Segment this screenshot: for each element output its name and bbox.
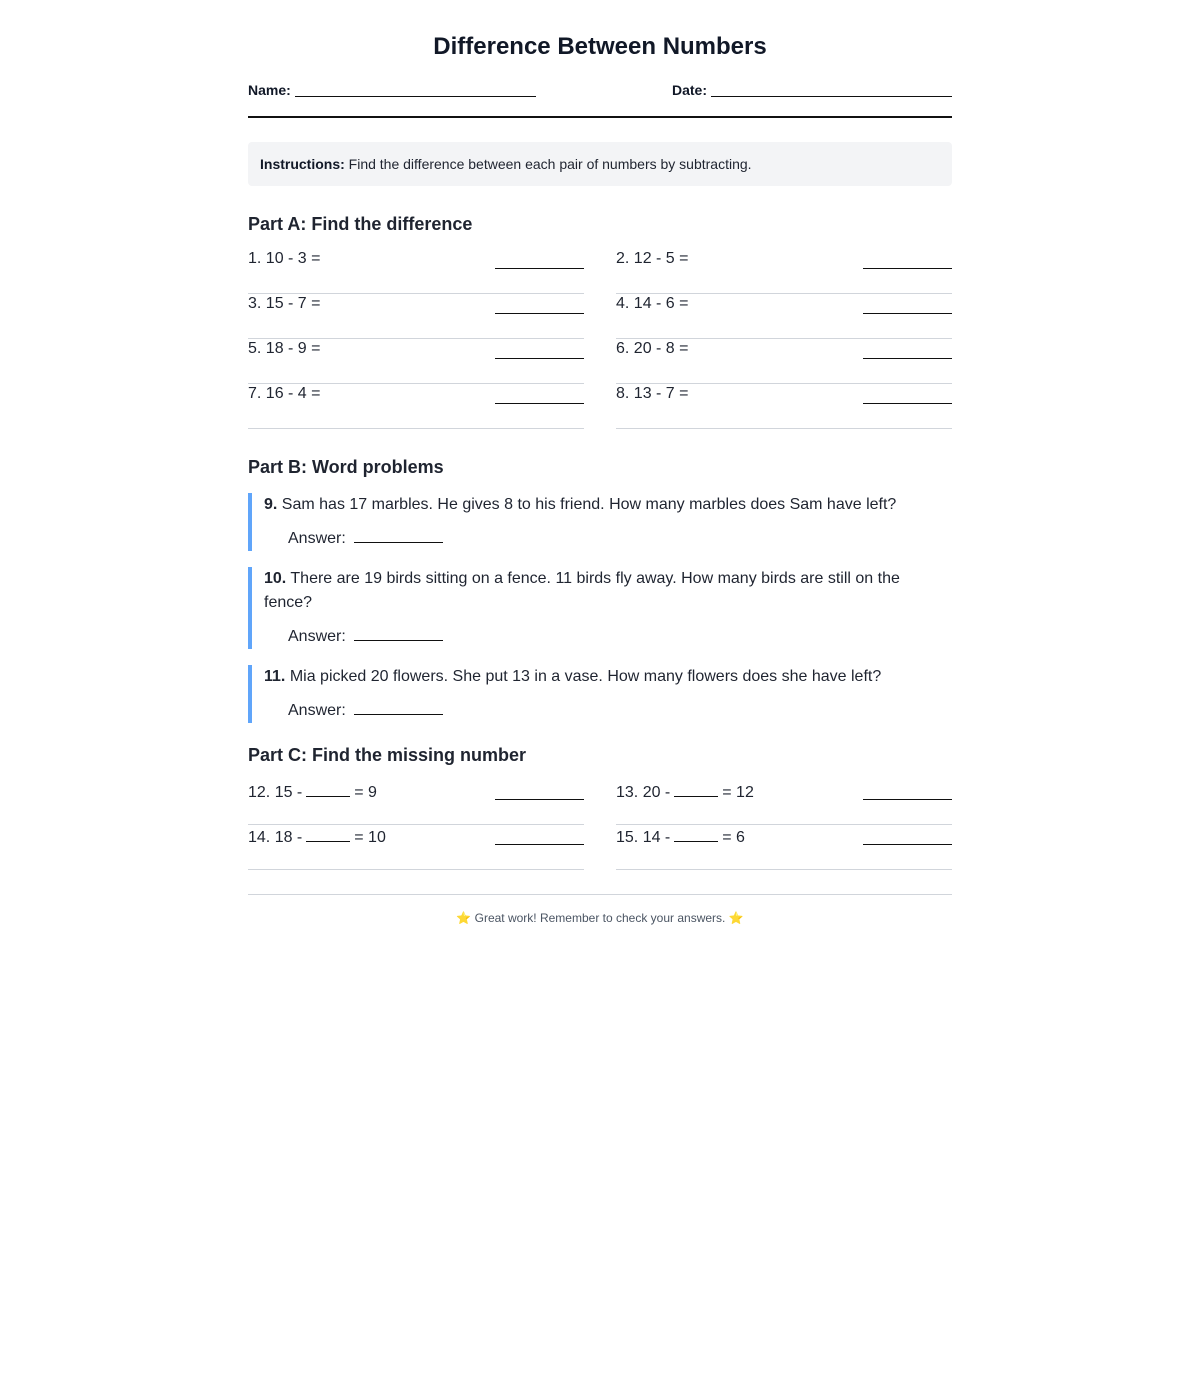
- problem-row: [616, 249, 952, 294]
- footer: [248, 894, 952, 925]
- problem-prefix: 15. 14 -: [616, 829, 671, 846]
- word-problem-text: Mia picked 20 flowers. She put 13 in a vase. How many flowers does she have left?: [289, 668, 882, 685]
- part-b-title: Part B: Word problems: [248, 457, 444, 477]
- answer-label: Answer:: [288, 628, 346, 645]
- footer-text: Great work! Remember to check your answers.: [474, 911, 726, 925]
- word-problem: [248, 665, 952, 723]
- word-problem-number: 11.: [264, 668, 286, 685]
- word-problem-question: [264, 493, 952, 517]
- word-problem-text: Sam has 17 marbles. He gives 8 to his friend. How many marbles does Sam have left?: [281, 496, 897, 513]
- answer-line[interactable]: [495, 780, 584, 800]
- problem-text: [616, 780, 754, 803]
- word-problem-answer: [264, 697, 952, 723]
- star-icon: ⭐: [456, 911, 472, 925]
- problem-text: [248, 825, 386, 848]
- word-problem-list: [248, 493, 952, 723]
- part-c-title: Part C: Find the missing number: [248, 745, 527, 765]
- problem-prefix: 14. 18 -: [248, 829, 303, 846]
- answer-line[interactable]: [863, 294, 952, 314]
- name-field: [248, 82, 536, 98]
- problem-text: 7. 16 - 4 =: [248, 385, 321, 402]
- word-problem-answer: [264, 525, 952, 551]
- answer-label: Answer:: [288, 702, 346, 719]
- page-title: Difference Between Numbers: [433, 33, 767, 60]
- problem-row: [616, 339, 952, 384]
- word-problem: [248, 567, 952, 649]
- problem-prefix: 13. 20 -: [616, 784, 671, 801]
- word-problem-question: [264, 567, 952, 615]
- problem-text: 3. 15 - 7 =: [248, 295, 321, 312]
- problem-text: [616, 825, 745, 848]
- problem-row: [616, 384, 952, 429]
- problem-row: [248, 780, 584, 825]
- word-problem-number: 10.: [264, 570, 287, 587]
- word-problem-text: There are 19 birds sitting on a fence. 11 birds fly away. How many birds are still on the fence?: [264, 570, 900, 611]
- answer-line[interactable]: [863, 249, 952, 269]
- answer-label: Answer:: [288, 530, 346, 547]
- problem-row: [248, 825, 584, 870]
- instructions-label: Instructions:: [260, 156, 345, 172]
- problem-prefix: 12. 15 -: [248, 784, 303, 801]
- problem-text: 1. 10 - 3 =: [248, 250, 321, 267]
- problem-suffix: = 12: [722, 784, 754, 801]
- star-icon: ⭐: [728, 911, 744, 925]
- missing-number-blank[interactable]: [674, 825, 718, 842]
- problem-row: [248, 339, 584, 384]
- answer-line[interactable]: [863, 780, 952, 800]
- answer-line[interactable]: [495, 339, 584, 359]
- date-field: [672, 82, 952, 98]
- problem-suffix: = 6: [722, 829, 745, 846]
- problem-text: [248, 780, 377, 803]
- part-c-grid: [248, 780, 952, 870]
- answer-line[interactable]: [495, 249, 584, 269]
- problem-text: 4. 14 - 6 =: [616, 295, 689, 312]
- instructions-text: Find the difference between each pair of numbers by subtracting.: [348, 156, 752, 172]
- word-problem-question: [264, 665, 952, 689]
- problem-text: 8. 13 - 7 =: [616, 385, 689, 402]
- part-a-title: Part A: Find the difference: [248, 214, 473, 234]
- instructions-box: [248, 142, 952, 186]
- problem-row: [248, 294, 584, 339]
- word-problem-answer: [264, 623, 952, 649]
- answer-line[interactable]: [863, 384, 952, 404]
- date-input-line[interactable]: [711, 82, 952, 97]
- missing-number-blank[interactable]: [674, 780, 718, 797]
- problem-row: [248, 249, 584, 294]
- word-problem-number: 9.: [264, 496, 278, 513]
- answer-line[interactable]: [863, 339, 952, 359]
- header-fields: [248, 82, 952, 118]
- part-a-grid: [248, 249, 952, 429]
- problem-row: [248, 384, 584, 429]
- problem-suffix: = 9: [354, 784, 377, 801]
- date-label: Date:: [671, 82, 707, 98]
- problem-text: 6. 20 - 8 =: [616, 340, 689, 357]
- name-input-line[interactable]: [295, 82, 536, 97]
- missing-number-blank[interactable]: [306, 825, 350, 842]
- answer-line[interactable]: [354, 525, 443, 543]
- answer-line[interactable]: [354, 697, 443, 715]
- name-label: Name:: [248, 82, 291, 98]
- problem-text: 2. 12 - 5 =: [616, 250, 689, 267]
- missing-number-blank[interactable]: [306, 780, 350, 797]
- problem-row: [616, 780, 952, 825]
- answer-line[interactable]: [495, 384, 584, 404]
- answer-line[interactable]: [495, 294, 584, 314]
- problem-row: [616, 294, 952, 339]
- problem-suffix: = 10: [354, 829, 386, 846]
- problem-row: [616, 825, 952, 870]
- worksheet: [248, 0, 952, 925]
- answer-line[interactable]: [495, 825, 584, 845]
- answer-line[interactable]: [863, 825, 952, 845]
- answer-line[interactable]: [354, 623, 443, 641]
- problem-text: 5. 18 - 9 =: [248, 340, 321, 357]
- word-problem: [248, 493, 952, 551]
